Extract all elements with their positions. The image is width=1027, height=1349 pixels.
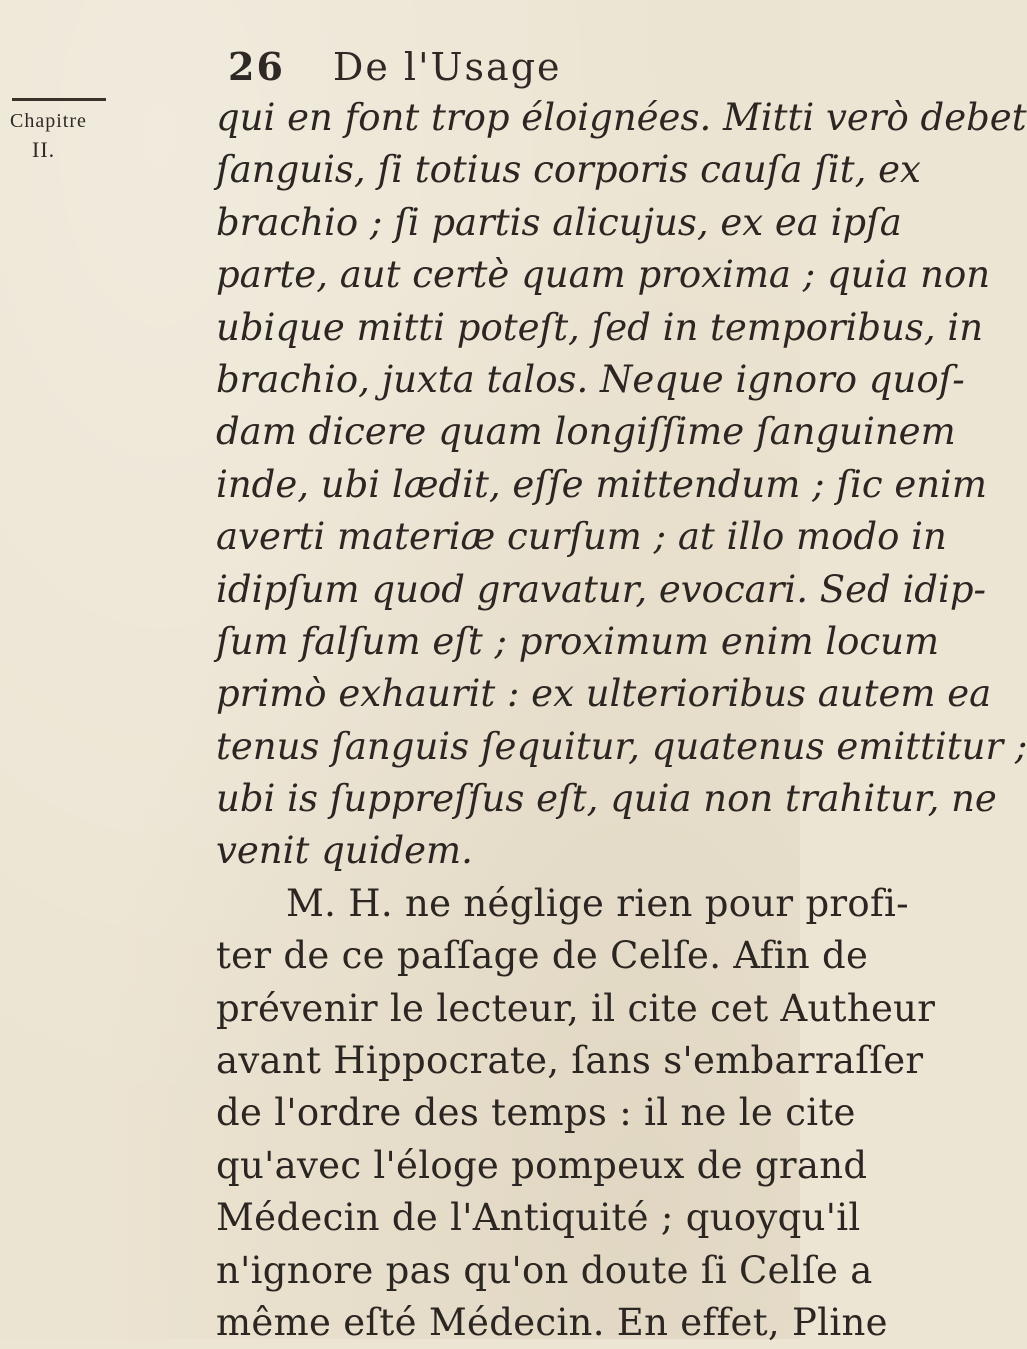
text-line: ubique mitti poteſt, ſed in temporibus, in (216, 305, 984, 349)
text-line: Médecin de l'Antiquité ; quoyqu'il (216, 1196, 861, 1240)
text-line: brachio ; ſi partis alicujus, ex ea ipſa (216, 200, 902, 244)
margin-rule (12, 98, 106, 101)
text-line: n'ignore pas qu'on doute ſi Celſe a (216, 1248, 873, 1292)
margin-note-label: Chapitre (10, 110, 87, 132)
text-line: idipſum quod gravatur, evocari. Sed idip- (216, 567, 987, 611)
margin-note (10, 110, 87, 163)
text-line: qu'avec l'éloge pompeux de grand (216, 1143, 868, 1187)
running-head (228, 44, 562, 89)
text-line: M. H. ne néglige rien pour profi- (286, 881, 909, 925)
page-number: 26 (228, 44, 285, 89)
text-line: avant Hippocrate, ſans s'embarraſſer (216, 1039, 924, 1083)
text-line: brachio, juxta talos. Neque ignoro quoſ- (216, 357, 965, 401)
running-head-title: De l'Usage (332, 45, 562, 89)
text-line: ſum falſum eſt ; proximum enim locum (216, 619, 940, 663)
margin-note-number: II. (32, 137, 56, 162)
text-line: dam dicere quam longiſſime ſanguinem (216, 410, 956, 454)
text-line: ter de ce paſſage de Celſe. Afin de (216, 934, 869, 978)
body-text (216, 92, 1027, 1349)
text-line: primò exhaurit : ex ulterioribus autem ea (216, 672, 992, 716)
text-line: parte, aut certè quam proxima ; quia non (216, 253, 991, 297)
text-line: qui en font trop éloignées. Mitti verò debet (216, 96, 1027, 139)
text-line: inde, ubi lædit, eſſe mittendum ; ſic enim (216, 462, 987, 506)
text-line: ubi is ſuppreſſus eſt, quia non trahitur, ne (216, 777, 997, 821)
text-line: prévenir le lecteur, il cite cet Autheur (216, 986, 936, 1030)
text-line: venit quidem. (216, 829, 473, 873)
text-line: ſanguis, ſi totius corporis cauſa ſit, ex (216, 148, 921, 192)
text-line: tenus ſanguis ſequitur, quatenus emittitur ; (216, 724, 1027, 768)
text-line: averti materiæ curſum ; at illo modo in (216, 515, 947, 559)
text-line: même eſté Médecin. En effet, Pline (216, 1300, 888, 1344)
text-line: de l'ordre des temps : il ne le cite (216, 1091, 856, 1135)
